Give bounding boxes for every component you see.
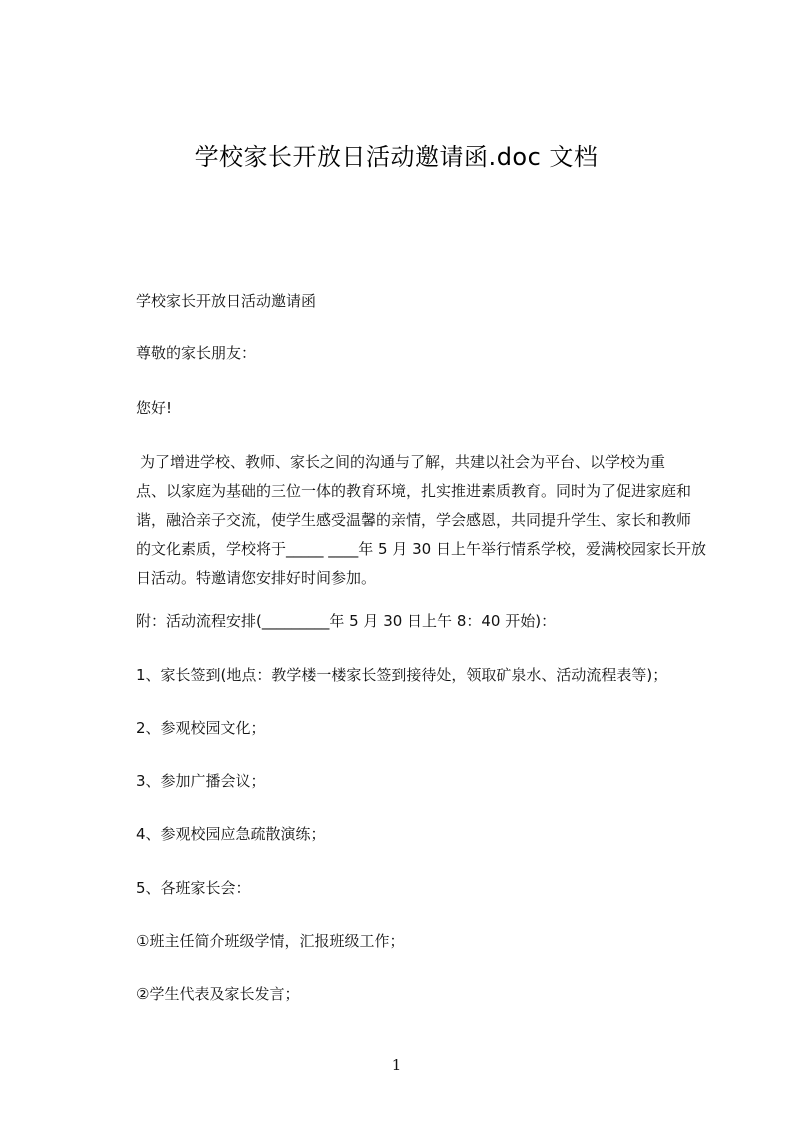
body-line: 为了增进学校、教师、家长之间的沟通与了解，共建以社会为平台、以学校为重 bbox=[140, 453, 666, 471]
schedule-item-1: 1、家长签到(地点：教学楼一楼家长签到接待处，领取矿泉水、活动流程表等)； bbox=[136, 666, 668, 684]
schedule-item-4: 4、参观校园应急疏散演练； bbox=[136, 825, 326, 843]
letter-heading: 学校家长开放日活动邀请函 bbox=[136, 292, 317, 310]
greeting: 您好! bbox=[136, 399, 173, 417]
schedule-item-2: 2、参观校园文化； bbox=[136, 719, 266, 737]
schedule-subitem-2: ②学生代表及家长发言； bbox=[136, 985, 300, 1003]
schedule-subitem-1: ①班主任简介班级学情，汇报班级工作； bbox=[136, 932, 405, 950]
schedule-intro: 附：活动流程安排(_________年 5 月 30 日上午 8：40 开始)： bbox=[136, 612, 557, 630]
document-title: 学校家长开放日活动邀请函.doc 文档 bbox=[194, 143, 599, 171]
body-line: 的文化素质，学校将于_____ ____年 5 月 30 日上午举行情系学校，爱满校园家长开放 bbox=[136, 540, 706, 558]
body-paragraph bbox=[136, 448, 706, 593]
salutation: 尊敬的家长朋友： bbox=[136, 344, 257, 362]
schedule-item-3: 3、参加广播会议； bbox=[136, 772, 266, 790]
body-line: 点、以家庭为基础的三位一体的教育环境，扎实推进素质教育。同时为了促进家庭和 bbox=[136, 482, 692, 500]
body-line: 谐，融洽亲子交流，使学生感受温馨的亲情，学会感恩，共同提升学生、家长和教师 bbox=[136, 511, 692, 529]
page-number: 1 bbox=[391, 1056, 402, 1074]
schedule-item-5: 5、各班家长会： bbox=[136, 879, 251, 897]
body-line: 日活动。特邀请您安排好时间参加。 bbox=[136, 569, 377, 587]
